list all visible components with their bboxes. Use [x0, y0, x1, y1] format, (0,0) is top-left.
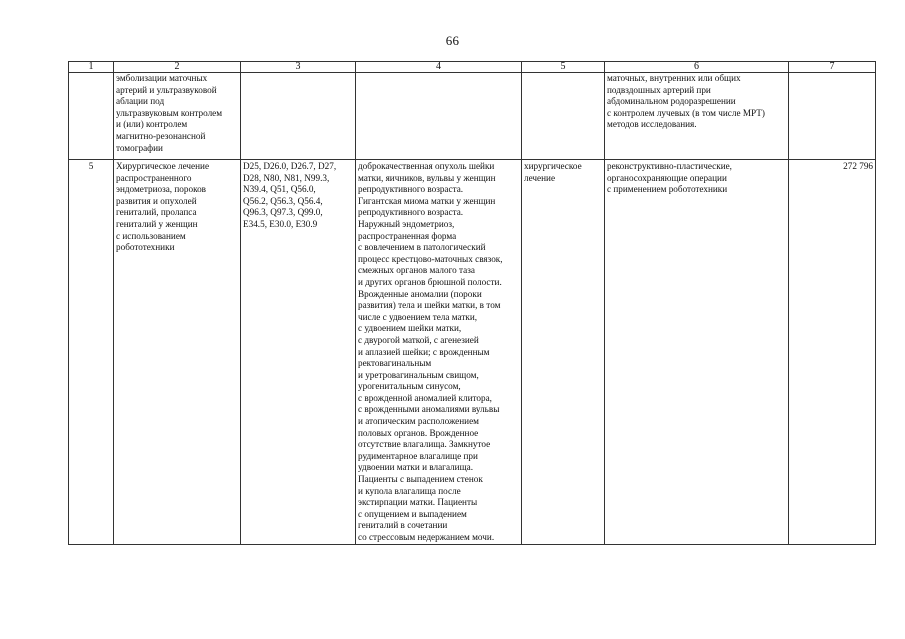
row-number-cell: 5 — [69, 160, 114, 545]
text-line: эндометриоза, пороков — [116, 184, 207, 195]
text-line: с применением робототехники — [607, 184, 728, 195]
text-line: и аплазией шейки; с врожденным — [358, 346, 490, 357]
text-line: с врожденной аномалией клитора, — [358, 392, 492, 403]
text-line: D25, D26.0, D26.7, D27, — [243, 161, 337, 171]
treatment-type-cell — [522, 160, 605, 545]
text-line: процесс крестцово-маточных связок, — [358, 253, 503, 264]
price-cell: 272 796 — [789, 160, 876, 545]
text-line: и купола влагалища после — [358, 485, 461, 496]
method-name-cell — [114, 160, 241, 545]
text-line: артерий и ультразвуковой — [116, 84, 217, 95]
text-line: доброкачественная опухоль шейки — [358, 161, 495, 171]
text-line: робототехники — [116, 242, 175, 253]
text-line: гениталий у женщин — [116, 218, 198, 229]
text-line: с удвоением шейки матки, — [358, 323, 462, 334]
text-line: Q56.2, Q56.3, Q56.4, — [243, 195, 323, 206]
table-row-5 — [69, 160, 876, 545]
text-line: с двурогой маткой, с агенезией — [358, 334, 479, 345]
text-line: Гигантская миома матки у женщин — [358, 195, 496, 206]
services-table — [68, 61, 876, 545]
text-line: гениталий в сочетании — [358, 520, 448, 531]
text-line: со стрессовым недержанием мочи. — [358, 532, 495, 542]
text-line: с вовлечением в патологический — [358, 242, 486, 253]
text-line: распространенная форма — [358, 230, 457, 241]
text-line: E34.5, E30.0, E30.9 — [243, 218, 318, 229]
header-cell-3: 3 — [241, 62, 356, 73]
text-line: Пациенты с выпадением стенок — [358, 474, 483, 485]
header-cell-1: 1 — [69, 62, 114, 73]
text-line: лечение — [524, 172, 556, 183]
text-line: половых органов. Врожденное — [358, 427, 479, 438]
text-line: экстирпации матки. Пациенты — [358, 497, 478, 508]
method-name-cell — [114, 73, 241, 160]
text-line: с использованием — [116, 230, 186, 241]
text-line: органосохраняющие операции — [607, 172, 727, 183]
text-line: Наружный эндометриоз, — [358, 218, 455, 229]
header-cell-2: 2 — [114, 62, 241, 73]
header-cell-5: 5 — [522, 62, 605, 73]
text-line: абдоминальном родоразрешении — [607, 96, 736, 107]
icd-codes-cell — [241, 73, 356, 160]
text-line: смежных органов малого таза — [358, 265, 475, 276]
table-row-continuation — [69, 73, 876, 160]
text-line: Хирургическое лечение — [116, 161, 210, 171]
text-line: подвздошных артерий при — [607, 84, 711, 95]
treatment-method-cell — [605, 160, 789, 545]
text-line: реконструктивно-пластические, — [607, 161, 732, 171]
text-line: и других органов брюшной полости. — [358, 276, 502, 287]
text-line: ректовагинальным — [358, 358, 432, 369]
treatment-type-cell — [522, 73, 605, 160]
text-line: и уретровагинальным свищом, — [358, 369, 479, 380]
icd-codes-cell — [241, 160, 356, 545]
treatment-method-cell — [605, 73, 789, 160]
text-line: N39.4, Q51, Q56.0, — [243, 184, 316, 195]
text-line: удвоении матки и влагалища. — [358, 462, 474, 473]
text-line: с опущением и выпадением — [358, 508, 467, 519]
text-line: с врожденными аномалиями вульвы — [358, 404, 500, 415]
text-line: рудиментарное влагалище при — [358, 450, 478, 461]
row-number-cell — [69, 73, 114, 160]
text-line: томографии — [116, 142, 163, 153]
page-number: 66 — [445, 33, 460, 48]
text-line: репродуктивного возраста. — [358, 184, 464, 195]
text-line: распространенного — [116, 172, 192, 183]
text-line: Врожденные аномалии (пороки — [358, 288, 482, 299]
text-line: ультразвуковым контролем — [116, 107, 223, 118]
table-header-row — [69, 62, 876, 73]
text-line: числе с удвоением тела матки, — [358, 311, 478, 322]
text-line: репродуктивного возраста. — [358, 207, 464, 218]
price-cell — [789, 73, 876, 160]
text-line: с контролем лучевых (в том числе МРТ) — [607, 107, 765, 118]
text-line: эмболизации маточных — [116, 73, 208, 83]
text-line: развития) тела и шейки матки, в том — [358, 300, 501, 311]
text-line: развития и опухолей — [116, 195, 197, 206]
text-line: магнитно-резонансной — [116, 130, 206, 141]
text-line: Q96.3, Q97.3, Q99.0, — [243, 207, 323, 218]
text-line: отсутствие влагалища. Замкнутое — [358, 439, 491, 450]
text-line: урогенитальным синусом, — [358, 381, 461, 392]
text-line: матки, яичников, вульвы у женщин — [358, 172, 496, 183]
text-line: маточных, внутренних или общих — [607, 73, 741, 83]
text-line: методов исследования. — [607, 119, 697, 130]
header-cell-6: 6 — [605, 62, 789, 73]
text-line: хирургическое — [524, 161, 582, 171]
text-line: и (или) контролем — [116, 119, 188, 130]
text-line: и атопическим расположением — [358, 416, 479, 427]
header-cell-4: 4 — [356, 62, 522, 73]
header-cell-7: 7 — [789, 62, 876, 73]
patient-model-cell — [356, 160, 522, 545]
patient-model-cell — [356, 73, 522, 160]
text-line: гениталий, пролапса — [116, 207, 197, 218]
text-line: аблации под — [116, 96, 165, 107]
text-line: D28, N80, N81, N99.3, — [243, 172, 330, 183]
